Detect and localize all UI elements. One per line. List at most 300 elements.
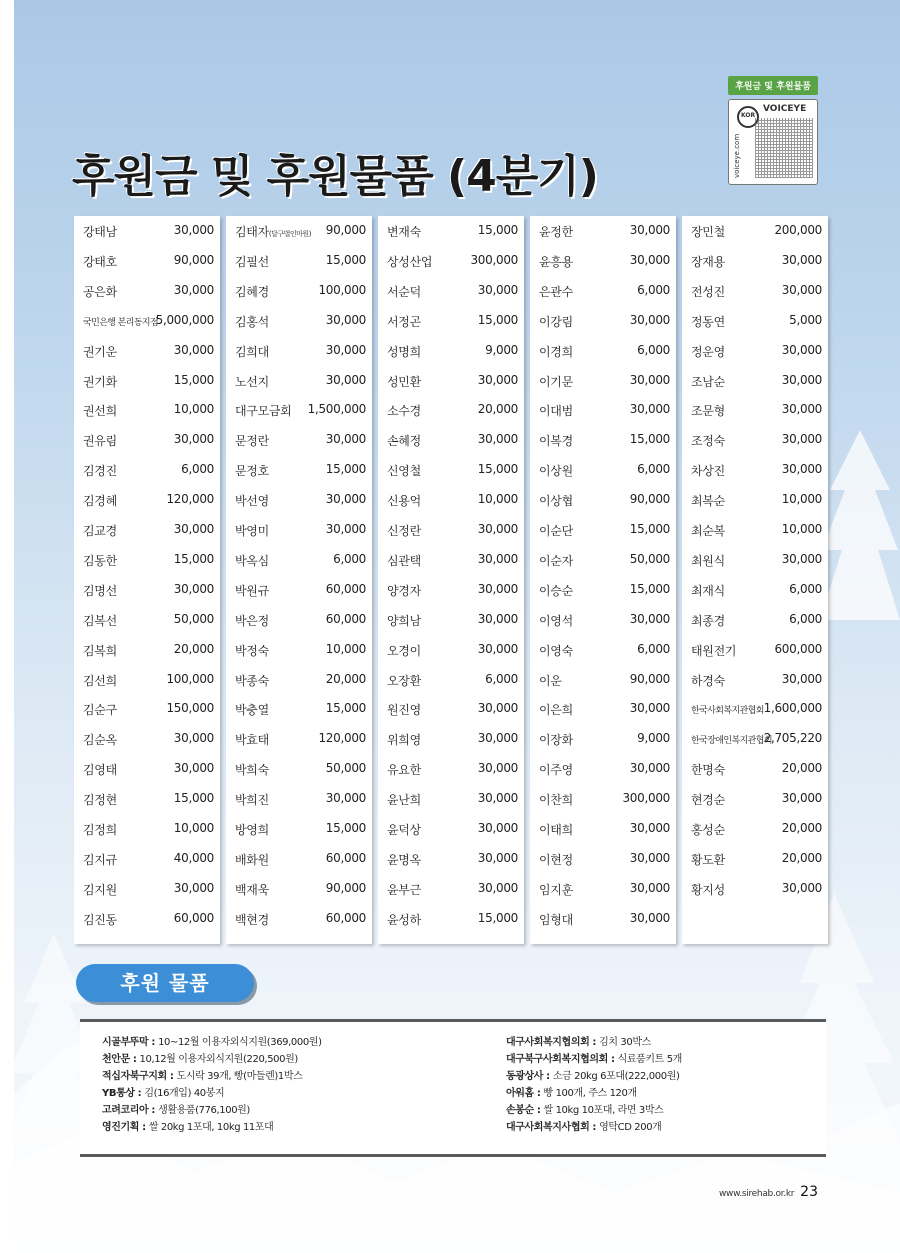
donation-amount: 9,000 [637, 731, 670, 746]
donor-name: 이순단 [539, 524, 573, 538]
donor-name: 윤부근 [387, 882, 421, 897]
donor-name: 권기화 [83, 374, 117, 389]
donor-name: 최순복 [691, 524, 725, 538]
table-row [530, 306, 676, 336]
voiceye-code[interactable] [728, 99, 818, 185]
donor-name: 태원전기 [691, 643, 737, 658]
donor-name: 문정란 [235, 434, 269, 449]
donation-amount: 30,000 [629, 880, 670, 895]
table-row [74, 874, 220, 904]
table-row [378, 635, 524, 665]
table-row [530, 694, 676, 724]
goods-item [506, 1068, 816, 1085]
donation-amount: 15,000 [173, 372, 214, 387]
table-row [682, 874, 828, 904]
donor-name: 김교경 [83, 524, 117, 538]
donor-name: 임지훈 [539, 882, 573, 897]
donor-name: 이영숙 [539, 643, 573, 658]
table-row [682, 276, 828, 306]
donor-name: 대구모금회 [235, 404, 292, 419]
page-footer [719, 1184, 818, 1200]
donor-name: 김순옥 [83, 733, 117, 748]
donation-amount: 30,000 [477, 432, 518, 447]
table-row [378, 276, 524, 306]
donor-name: 박원규 [235, 583, 269, 598]
table-row [682, 216, 828, 246]
table-row [682, 784, 828, 814]
donor-name: 양희남 [387, 613, 421, 628]
table-row [682, 336, 828, 366]
table-row [378, 515, 524, 545]
table-row [226, 605, 372, 635]
donor-name: 하경숙 [691, 673, 725, 688]
table-row [378, 694, 524, 724]
table-row [226, 216, 372, 246]
tree-decoration-right [820, 430, 900, 690]
donor-name: 공은화 [83, 284, 117, 299]
donation-amount: 1,500,000 [307, 402, 366, 417]
table-row [378, 844, 524, 874]
table-row [226, 455, 372, 485]
donor-name: 이기문 [539, 374, 573, 389]
donor-name: 김동한 [83, 553, 117, 568]
goods-item [506, 1102, 816, 1119]
table-row [74, 694, 220, 724]
donation-amount: 30,000 [781, 551, 822, 566]
table-row [682, 306, 828, 336]
donor-name: 변재숙 [387, 225, 421, 239]
table-row [378, 904, 524, 934]
donation-amount: 20,000 [781, 761, 822, 776]
donor-name: 전성진 [691, 284, 725, 299]
donor-name: 이태희 [539, 823, 573, 837]
table-row [682, 814, 828, 844]
donor-name: 오경이 [387, 643, 421, 658]
donation-amount: 15,000 [477, 910, 518, 925]
donation-amount: 15,000 [325, 252, 366, 267]
donation-amount: 30,000 [477, 821, 518, 835]
table-row [378, 575, 524, 605]
goods-donor: 대구사회복지사협회 : [506, 1122, 600, 1133]
donation-amount: 15,000 [173, 551, 214, 566]
table-row [530, 904, 676, 934]
donation-amount: 30,000 [477, 761, 518, 776]
goods-description: 영탁CD 200개 [599, 1122, 662, 1133]
donation-amount: 40,000 [173, 850, 214, 865]
donor-name: 박옥심 [235, 553, 269, 568]
donor-name: 이장화 [539, 733, 573, 748]
donor-name: 양경자 [387, 583, 421, 598]
table-row [74, 605, 220, 635]
donation-amount: 10,000 [325, 641, 366, 656]
donor-name: 김필선 [235, 254, 269, 269]
table-row [682, 694, 828, 724]
table-row [378, 784, 524, 814]
donor-name: 윤성하 [387, 912, 421, 927]
donation-amount: 60,000 [325, 611, 366, 626]
table-row [682, 635, 828, 665]
donor-name: 김명선 [83, 583, 117, 598]
table-row [378, 395, 524, 425]
donor-name: 김진동 [83, 912, 117, 927]
voiceye-label: 후원금 및 후원물품 [728, 76, 818, 95]
table-row [682, 724, 828, 754]
goods-box [80, 1019, 826, 1157]
table-row [74, 395, 220, 425]
donor-name: 신정란 [387, 524, 421, 538]
table-row [226, 754, 372, 784]
donation-amount: 6,000 [789, 581, 822, 596]
table-row [682, 545, 828, 575]
donation-amount: 30,000 [781, 252, 822, 267]
table-row [378, 485, 524, 515]
donation-amount: 20,000 [325, 671, 366, 686]
donor-name: 박희숙 [235, 763, 269, 778]
donation-amount: 20,000 [781, 821, 822, 835]
donor-name: 박희진 [235, 793, 269, 808]
donor-name: 이순자 [539, 553, 573, 568]
donation-amount: 30,000 [629, 821, 670, 835]
table-row [226, 246, 372, 276]
table-row [530, 844, 676, 874]
donation-amount: 30,000 [781, 432, 822, 447]
donation-amount: 30,000 [477, 641, 518, 656]
donor-name: 성명희 [387, 344, 421, 359]
donation-amount: 60,000 [173, 910, 214, 925]
table-row [226, 665, 372, 695]
table-row [226, 395, 372, 425]
donation-amount: 100,000 [318, 282, 366, 297]
table-row [74, 635, 220, 665]
donor-name: 최재식 [691, 583, 725, 598]
table-row [682, 366, 828, 396]
donor-name: 김지규 [83, 852, 117, 867]
donation-amount: 10,000 [781, 522, 822, 536]
donation-amount: 30,000 [325, 342, 366, 357]
donor-name: 김정희 [83, 823, 117, 837]
donor-name: 김지원 [83, 882, 117, 897]
donation-amount: 30,000 [781, 671, 822, 686]
table-row [682, 515, 828, 545]
table-row [226, 306, 372, 336]
table-row [74, 515, 220, 545]
table-row [530, 545, 676, 575]
page-number: 23 [800, 1184, 818, 1200]
table-row [226, 784, 372, 814]
donation-amount: 30,000 [629, 402, 670, 417]
goods-donor: 대구사회복지협의회 : [506, 1037, 600, 1048]
goods-description: 10~12월 이용자외식지원(369,000원) [158, 1037, 322, 1048]
table-row [378, 874, 524, 904]
donation-amount: 30,000 [477, 701, 518, 716]
donation-amount: 30,000 [629, 223, 670, 237]
footer-url[interactable]: www.sirehab.or.kr [718, 1189, 795, 1199]
donation-amount: 30,000 [173, 282, 214, 297]
donation-amount: 15,000 [325, 821, 366, 835]
donor-name: 박선영 [235, 494, 269, 509]
table-row [378, 605, 524, 635]
table-row [74, 306, 220, 336]
donation-amount: 10,000 [173, 402, 214, 417]
donation-amount: 300,000 [470, 252, 518, 267]
donor-name: 조정숙 [691, 434, 725, 449]
donation-amount: 20,000 [477, 402, 518, 417]
goods-description: 10,12월 이용자외식지원(220,500원) [139, 1054, 298, 1065]
donor-name: 윤덕상 [387, 823, 421, 837]
table-row [682, 485, 828, 515]
qr-pattern-icon [755, 118, 813, 178]
donation-amount: 30,000 [477, 282, 518, 297]
donation-amount: 30,000 [629, 611, 670, 626]
donor-name: 김선희 [83, 673, 117, 688]
donor-name: 손혜정 [387, 434, 421, 449]
donor-name: 강태남 [83, 225, 117, 239]
table-row [74, 844, 220, 874]
donor-name: 이승순 [539, 583, 573, 598]
table-row [74, 366, 220, 396]
donor-name: 이상협 [539, 494, 573, 509]
donation-amount: 90,000 [173, 252, 214, 267]
donor-column [530, 216, 676, 944]
donor-name: 김영태 [83, 763, 117, 778]
donation-amount: 50,000 [173, 611, 214, 626]
donor-name: 서순덕 [387, 284, 421, 299]
donation-amount: 20,000 [781, 850, 822, 865]
donation-amount: 600,000 [774, 641, 822, 656]
donor-name: 윤난희 [387, 793, 421, 808]
donation-amount: 30,000 [477, 850, 518, 865]
goods-item [102, 1051, 492, 1068]
donation-amount: 5,000,000 [155, 312, 214, 327]
table-row [226, 515, 372, 545]
donation-amount: 30,000 [477, 731, 518, 746]
donation-amount: 30,000 [477, 522, 518, 536]
table-row [530, 455, 676, 485]
goods-section-label: 후원 물품 [76, 964, 254, 1002]
goods-donor: 아워홈 : [506, 1088, 544, 1099]
donation-amount: 100,000 [166, 671, 214, 686]
donation-amount: 30,000 [477, 372, 518, 387]
goods-list-right [506, 1034, 816, 1136]
donor-name: 노선지 [235, 374, 269, 389]
table-row [378, 814, 524, 844]
donor-column [682, 216, 828, 944]
donor-name: 원진영 [387, 703, 421, 718]
table-row [378, 306, 524, 336]
donation-amount: 30,000 [173, 223, 214, 237]
donor-name: 위희영 [387, 733, 421, 748]
goods-donor: 대구북구사회복지협의회 : [506, 1054, 618, 1065]
donor-name: 권기운 [83, 344, 117, 359]
table-row [378, 665, 524, 695]
donor-name: 김복선 [83, 613, 117, 628]
goods-donor: 동광상사 : [506, 1071, 553, 1082]
donor-name: 최복순 [691, 494, 725, 509]
donor-name: 한명숙 [691, 763, 725, 778]
donation-amount: 30,000 [173, 342, 214, 357]
table-row [74, 276, 220, 306]
table-row [74, 754, 220, 784]
donor-name: 백재욱 [235, 882, 269, 897]
donation-amount: 30,000 [781, 282, 822, 297]
table-row [74, 814, 220, 844]
donor-name: 이대범 [539, 404, 573, 419]
goods-description: 김치 30박스 [599, 1037, 651, 1048]
table-row [74, 455, 220, 485]
donor-name: 정운영 [691, 344, 725, 359]
goods-description: 빵 100개, 주스 120개 [543, 1088, 637, 1099]
donor-name: 소수경 [387, 404, 421, 419]
donation-amount: 30,000 [173, 880, 214, 895]
donation-amount: 15,000 [477, 462, 518, 477]
donation-amount: 30,000 [781, 342, 822, 357]
table-row [682, 605, 828, 635]
donation-amount: 15,000 [325, 462, 366, 477]
table-row [378, 455, 524, 485]
donation-amount: 120,000 [166, 492, 214, 507]
donation-amount: 30,000 [325, 492, 366, 507]
donor-name: 신용억 [387, 494, 421, 509]
donation-amount: 10,000 [781, 492, 822, 507]
donation-amount: 15,000 [477, 223, 518, 237]
donor-name: 서정곤 [387, 314, 421, 329]
donor-name: 문정호 [235, 464, 269, 479]
table-row [682, 575, 828, 605]
donor-name: 장재용 [691, 254, 725, 269]
table-row [378, 425, 524, 455]
goods-item [102, 1102, 492, 1119]
table-row [74, 336, 220, 366]
donation-amount: 30,000 [629, 701, 670, 716]
donor-name: 성민환 [387, 374, 421, 389]
table-row [530, 515, 676, 545]
table-row [530, 665, 676, 695]
goods-description: 쌀 10kg 10포대, 라면 3박스 [543, 1105, 664, 1116]
table-row [530, 814, 676, 844]
table-row [226, 844, 372, 874]
table-row [682, 425, 828, 455]
table-row [530, 874, 676, 904]
donation-amount: 30,000 [477, 611, 518, 626]
donor-name: 임형대 [539, 912, 573, 927]
donor-name: 이영석 [539, 613, 573, 628]
donor-name: 홍성순 [691, 823, 725, 837]
goods-description: 도시락 39개, 빵(마들렌)1박스 [176, 1071, 303, 1082]
donor-name: 이복경 [539, 434, 573, 449]
donation-amount: 60,000 [325, 910, 366, 925]
donor-name: 이은희 [539, 703, 573, 718]
goods-item [102, 1119, 492, 1136]
donation-amount: 30,000 [477, 791, 518, 806]
goods-donor: 영진기획 : [102, 1122, 149, 1133]
table-row [530, 216, 676, 246]
table-row [226, 336, 372, 366]
donation-amount: 30,000 [173, 522, 214, 536]
donor-name: 윤명옥 [387, 852, 421, 867]
voiceye-logo: VOICEYE [763, 104, 807, 114]
table-row [226, 874, 372, 904]
table-row [74, 724, 220, 754]
donor-name: 박은정 [235, 613, 269, 628]
donation-amount: 50,000 [629, 551, 670, 566]
donor-name: 박종숙 [235, 673, 269, 688]
donation-amount: 90,000 [629, 492, 670, 507]
donor-name: 박충열 [235, 703, 269, 718]
donation-amount: 6,000 [637, 282, 670, 297]
table-row [530, 754, 676, 784]
donor-name: 김순구 [83, 703, 117, 718]
donation-amount: 15,000 [629, 432, 670, 447]
goods-donor: 손봉순 : [506, 1105, 544, 1116]
table-row [226, 635, 372, 665]
table-row [530, 635, 676, 665]
donor-name: 이현정 [539, 852, 573, 867]
table-row [530, 485, 676, 515]
table-row [378, 754, 524, 784]
donation-amount: 30,000 [325, 522, 366, 536]
donor-name: 한국사회복지관협회 [691, 706, 764, 717]
donation-amount: 10,000 [173, 821, 214, 835]
donation-amount: 15,000 [629, 581, 670, 596]
table-row [530, 575, 676, 605]
donor-name: 황지성 [691, 882, 725, 897]
donation-amount: 30,000 [325, 791, 366, 806]
donor-column [226, 216, 372, 944]
donor-name: 김희대 [235, 344, 269, 359]
donation-amount: 30,000 [325, 312, 366, 327]
donation-amount: 150,000 [166, 701, 214, 716]
goods-item [506, 1051, 816, 1068]
donation-amount: 10,000 [477, 492, 518, 507]
donation-amount: 2,705,220 [763, 731, 822, 746]
donation-amount: 30,000 [325, 432, 366, 447]
table-row [378, 545, 524, 575]
table-row [530, 276, 676, 306]
donation-amount: 6,000 [181, 462, 214, 477]
donor-name: 박효태 [235, 733, 269, 748]
table-row [378, 246, 524, 276]
table-row [530, 246, 676, 276]
goods-donor: 천안문 : [102, 1054, 140, 1065]
donation-amount: 30,000 [173, 731, 214, 746]
donor-name: 이상원 [539, 464, 573, 479]
donor-name: 김경진 [83, 464, 117, 479]
donor-name: 권선희 [83, 404, 117, 419]
donor-name: 박정숙 [235, 643, 269, 658]
donation-amount: 300,000 [622, 791, 670, 806]
donation-amount: 1,600,000 [763, 701, 822, 716]
donation-amount: 6,000 [637, 641, 670, 656]
table-row [682, 395, 828, 425]
goods-list-left [102, 1034, 492, 1136]
table-row [226, 814, 372, 844]
page-title: 후원금 및 후원물품 (4분기) [72, 151, 598, 202]
donation-amount: 50,000 [325, 761, 366, 776]
donor-name: 심관택 [387, 553, 421, 568]
donor-name: 배화원 [235, 852, 269, 867]
donor-name-with-note [235, 223, 311, 240]
donation-amount: 90,000 [629, 671, 670, 686]
voiceye-code-block[interactable] [728, 76, 818, 185]
donor-name: 백현경 [235, 912, 269, 927]
donor-name: 김혜경 [235, 284, 269, 299]
donor-name: 윤흥용 [539, 254, 573, 269]
table-row [226, 485, 372, 515]
donation-amount: 30,000 [477, 880, 518, 895]
table-row [74, 485, 220, 515]
goods-description: 소금 20kg 6포대(222,000원) [552, 1071, 680, 1082]
goods-item [506, 1119, 816, 1136]
